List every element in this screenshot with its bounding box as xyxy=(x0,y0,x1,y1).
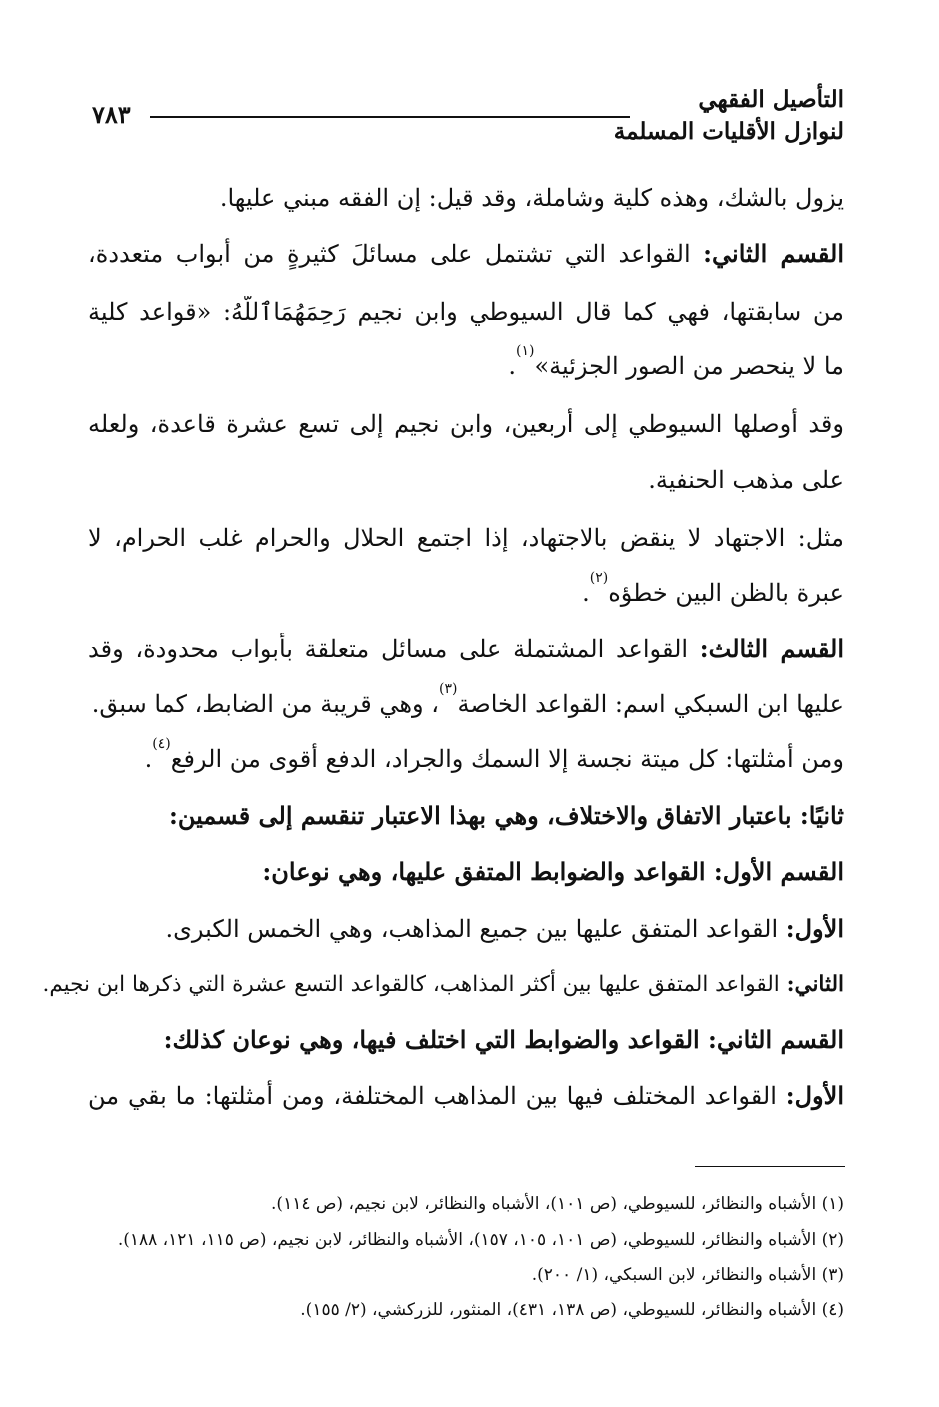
body-line: على مذهب الحنفية. xyxy=(648,466,844,494)
section-label: القسم الثاني: xyxy=(703,239,844,268)
section-label: القسم الثالث: xyxy=(699,634,844,663)
running-title-line1: التأصيل الفقهي xyxy=(698,86,844,113)
footnote-ref: (٣) xyxy=(439,681,458,697)
footnote-ref: (٤) xyxy=(152,736,171,752)
item-label: الأول: xyxy=(785,914,844,943)
footnote: (٢) الأشباه والنظائر، للسيوطي، (ص ١٠١، ١٠٥، ١٥٧)، الأشباه والنظائر، لابن نجيم، (ص ١١٥، ١٢١، ١٨٨). xyxy=(117,1230,844,1250)
heading-line: القسم الثاني: القواعد والضوابط التي اختلف فيها، وهي نوعان كذلك: xyxy=(163,1025,844,1054)
body-line: مثل: الاجتهاد لا ينقض بالاجتهاد، إذا اجتمع الحلال والحرام غلب الحرام، لا xyxy=(88,524,844,552)
running-title-line2: لنوازل الأقليات المسلمة xyxy=(613,118,844,145)
item-label: الأول: xyxy=(785,1081,844,1110)
header-rule xyxy=(150,116,630,118)
body-line: من سابقتها، فهي كما قال السيوطي وابن نجيم رَحِمَهُمَاٱللَّهُ: «قواعد كلية xyxy=(88,298,844,326)
body-line: الأول: القواعد المختلف فيها بين المذاهب المختلفة، ومن أمثلتها: ما بقي من xyxy=(88,1081,844,1110)
body-line: يزول بالشك، وهذه كلية وشاملة، وقد قيل: إن الفقه مبني عليها. xyxy=(219,184,844,212)
item-label: الثاني: xyxy=(786,972,844,997)
body-line: ما لا ينحصر من الصور الجزئية»$^{(١)}$. xyxy=(508,343,844,380)
footnote: (٤) الأشباه والنظائر، للسيوطي، (ص ١٣٨، ٤٣١)، المنثور، للزركشي، (٢/ ١٥٥). xyxy=(300,1300,844,1320)
footnote-rule xyxy=(695,1166,845,1167)
body-line: القسم الثاني: القواعد التي تشتمل على مسائلَ كثيرةٍ من أبواب متعددة، xyxy=(88,239,844,268)
body-line: الأول: القواعد المتفق عليها بين جميع المذاهب، وهي الخمس الكبرى. xyxy=(165,914,844,943)
body-line: وقد أوصلها السيوطي إلى أربعين، وابن نجيم إلى تسع عشرة قاعدة، ولعله xyxy=(88,410,844,438)
body-line: عبرة بالظن البين خطؤه$^{(٢)}$. xyxy=(582,570,844,607)
footnote-ref: (٢) xyxy=(589,570,609,586)
heading-line: ثانيًا: باعتبار الاتفاق والاختلاف، وهي بهذا الاعتبار تنقسم إلى قسمين: xyxy=(169,801,844,830)
footnote: (٣) الأشباه والنظائر، لابن السبكي، (١/ ٢٠٠). xyxy=(531,1265,844,1285)
footnote: (١) الأشباه والنظائر، للسيوطي، (ص ١٠١)، الأشباه والنظائر، لابن نجيم، (ص ١١٤). xyxy=(271,1194,844,1214)
body-line: ومن أمثلتها: كل ميتة نجسة إلا السمك والجراد، الدفع أقوى من الرفع$^{(٤)}$. xyxy=(144,736,844,773)
body-line: الثاني: القواعد المتفق عليها بين أكثر المذاهب، كالقواعد التسع عشرة التي ذكرها ابن نجيم. xyxy=(42,972,844,997)
page-number: ٧٨٣ xyxy=(92,100,131,129)
body-line: عليها ابن السبكي اسم: القواعد الخاصة$^{(٣)}$، وهي قريبة من الضابط، كما سبق. xyxy=(91,681,844,718)
heading-line: القسم الأول: القواعد والضوابط المتفق عليها، وهي نوعان: xyxy=(262,857,844,886)
footnote-ref: (١) xyxy=(515,343,535,359)
body-line: القسم الثالث: القواعد المشتملة على مسائل متعلقة بأبواب محدودة، وقد xyxy=(88,634,844,663)
